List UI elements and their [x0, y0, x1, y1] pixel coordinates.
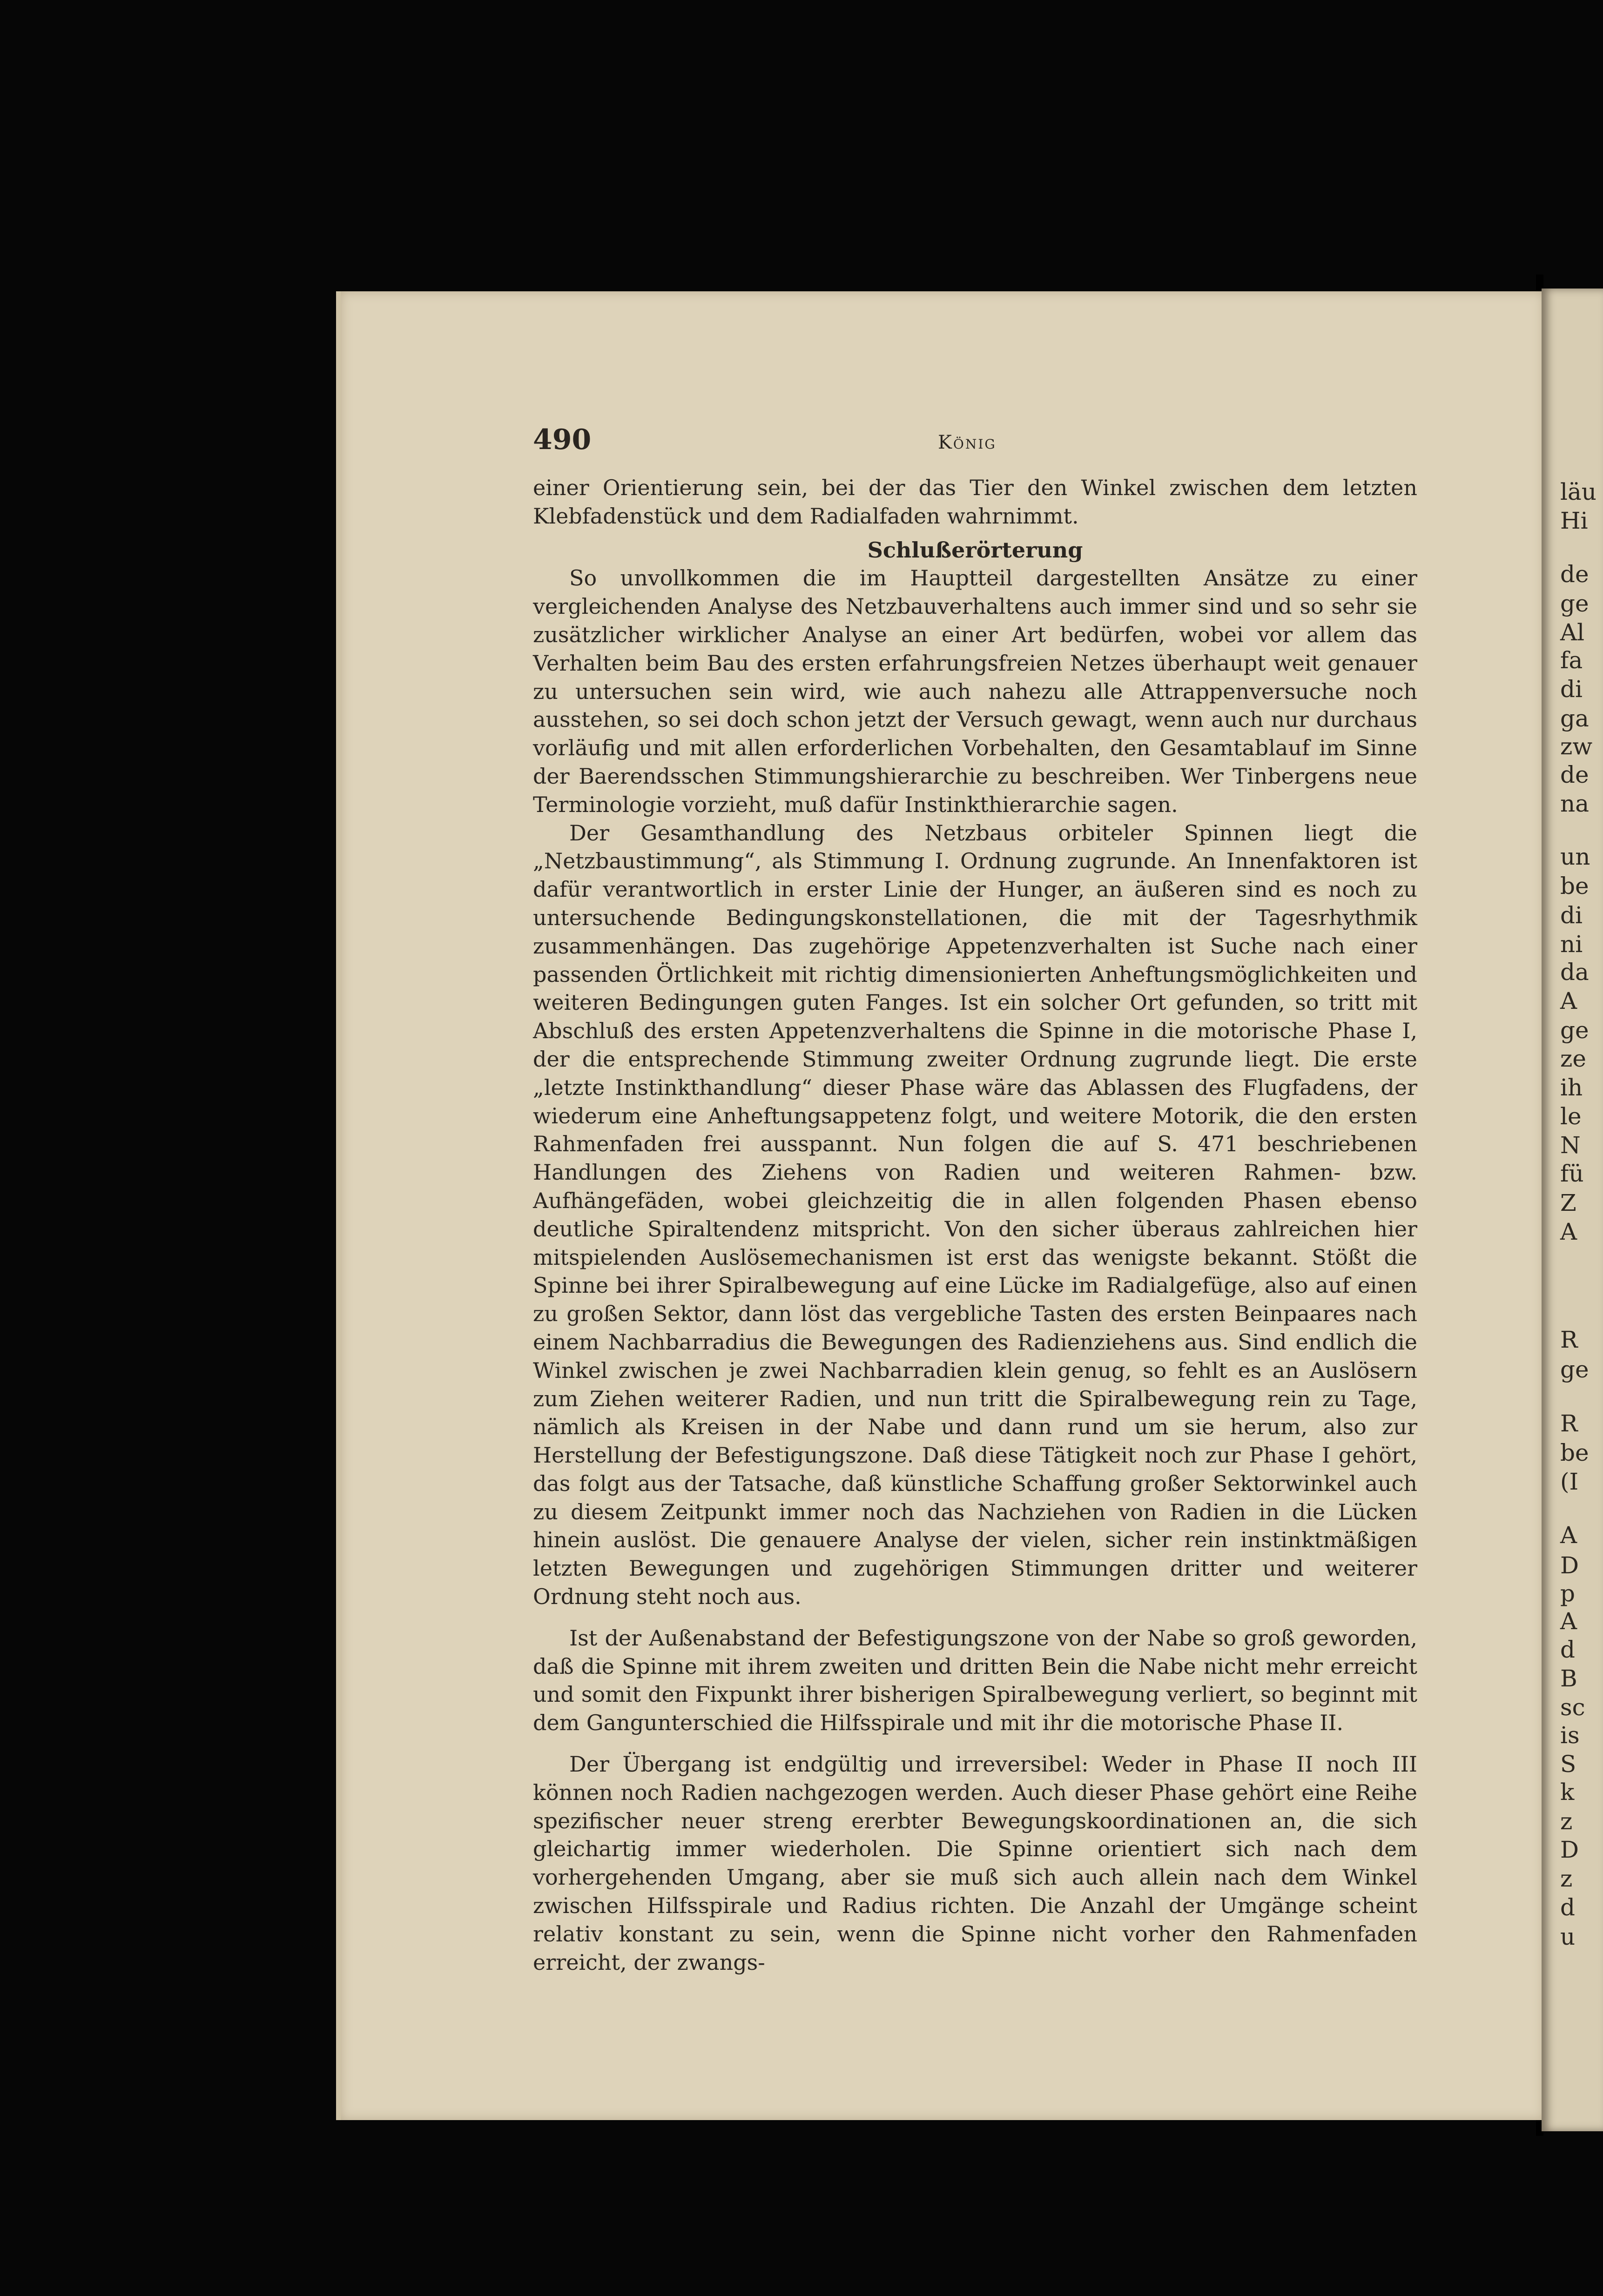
paragraph: So unvollkommen die im Hauptteil dargestellten Ansätze zu einer vergleichenden Analyse des Netzbauverhaltens auch immer sind und so sehr sie zusätzlicher wirklicher Analyse an einer Art bedürfen, wobei vor allem das Verhalten beim Bau des ersten erfahrungsfreien Netzes überhaupt weit genauer zu untersuchen sein wird, wie auch nahezu alle Attrappenversuche noch ausstehen, so sei doch schon jetzt der Versuch gewagt, wenn auch nur durchaus vorläufig und mit allen erforderlichen Vorbehalten, den Gesamtablauf im Sinne der Baerendsschen Stimmungshierarchie zu beschreiben. Wer Tinbergens neue Terminologie vorzieht, muß dafür Instinkthierarchie sagen. [533, 565, 1417, 817]
facing-page-line: di [1560, 902, 1583, 929]
facing-page-line: A [1560, 1608, 1577, 1635]
facing-page-line: de [1560, 561, 1589, 588]
paragraph: Der Übergang ist endgültig und irreversibel: Weder in Phase II noch III können noch Radien nachgezogen werden. Auch dieser Phase gehört eine Reihe spezifischer neuer streng ererbter Bewegungskoordinationen an, die sich gleichartig immer wiederholen. Die Spinne orientiert sich nach dem vorhergehenden Umgang, aber sie muß sich auch allein nach dem Winkel zwischen Hilfsspirale und Radius richten. Die Anzahl der Umgänge scheint relativ konstant zu sein, wenn die Spinne nicht vorher den Rahmenfaden erreicht, der zwangs- [533, 1752, 1417, 1975]
facing-page-line: p [1560, 1580, 1576, 1607]
facing-page-line: k [1560, 1779, 1575, 1806]
facing-page-line: Z [1560, 1189, 1576, 1216]
paragraph: Ist der Außenabstand der Befestigungszone von der Nabe so groß geworden, daß die Spinne mit ihrem zweiten und dritten Bein die Nabe nicht mehr erreicht und somit den Fixpunkt ihrer bisherigen Spiralbewegung verliert, so beginnt mit dem Gangunterschied die Hilfsspirale und mit ihr die motorische Phase II. [533, 1625, 1417, 1736]
facing-page-line: le [1560, 1103, 1582, 1130]
facing-page-line: R [1560, 1326, 1578, 1353]
facing-page-line: na [1560, 790, 1590, 817]
facing-page-line: z [1560, 1808, 1573, 1835]
facing-page-fragment [1542, 289, 1603, 2131]
facing-page-line: u [1560, 1923, 1576, 1950]
facing-page-line: läu [1560, 478, 1597, 505]
page-number: 490 [533, 423, 592, 456]
facing-page-line: Al [1560, 619, 1585, 646]
facing-page-line: be [1560, 1439, 1589, 1466]
facing-page-line: d [1560, 1636, 1576, 1663]
paragraph: Der Gesamthandlung des Netzbaus orbiteler Spinnen liegt die „Netzbaustimmung“, als Stimmung I. Ordnung zugrunde. An Innenfaktoren ist dafür verantwortlich in erster Linie der Hunger, an äußeren sind es noch zu untersuchende Bedingungskonstellationen, die mit der Tagesrhythmik zusammenhängen. Das zugehörige Appetenzverhalten ist Suche nach einer passenden Örtlichkeit mit richtig dimensionierten Anheftungsmöglichkeiten und weiteren Bedingungen guten Fanges. Ist ein solcher Ort gefunden, so tritt mit Abschluß des ersten Appetenzverhaltens die Spinne in die motorische Phase I, der die entsprechende Stimmung zweiter Ordnung zugrunde liegt. Die erste „letzte Instinkthandlung“ dieser Phase wäre das Ablassen des Flugfadens, der wiederum eine Anheftungsappetenz folgt, und weitere Motorik, die den ersten Rahmenfaden frei ausspannt. Nun folgen die auf S. 471 beschriebenen Handlungen des Ziehens von Radien und weiteren Rahmen- bzw. Aufhängefäden, wobei gleichzeitig die in allen folgenden Phasen ebenso deutliche Spiraltendenz mitspricht. Von den sicher überaus zahlreichen hier mitspielenden Auslösemechanismen ist erst das wenigste bekannt. Stößt die Spinne bei ihrer Spiralbewegung auf eine Lücke im Radialgefüge, also auf einen zu großen Sektor, dann löst das vergebliche Tasten des ersten Beinpaares nach einem Nachbarradius die Bewegungen des Radienziehens aus. Sind endlich die Winkel zwischen je zwei Nachbarradien klein genug, so fehlt es an Auslösern zum Ziehen weiterer Radien, und nun tritt die Spiralbewegung rein zu Tage, nämlich als Kreisen in der Nabe und dann rund um sie herum, also zur Herstellung der Befestigungszone. Daß diese Tätigkeit noch zur Phase I gehört, das folgt aus der Tatsache, daß künstliche Schaffung großer Sektorwinkel auch zu diesem Zeitpunkt immer noch das Nachziehen von Radien in die Lücken hinein auslöst. Die genauere Analyse der vielen, sicher rein instinktmäßigen letzten Bewegungen und zugehörigen Stimmungen dritter und weiterer Ordnung steht noch aus. [533, 820, 1417, 1610]
facing-page-line: D [1560, 1552, 1579, 1579]
facing-page-line: ge [1560, 1356, 1589, 1383]
facing-page-line: A [1560, 987, 1577, 1014]
facing-page-line: sc [1560, 1694, 1585, 1721]
section-heading: Schlußerörterung [867, 537, 1083, 563]
facing-page-line: ge [1560, 1017, 1589, 1044]
facing-page-line: S [1560, 1751, 1576, 1778]
facing-page-line: ge [1560, 590, 1589, 617]
facing-page-line: A [1560, 1218, 1577, 1245]
facing-page-line: z [1560, 1865, 1573, 1892]
facing-page-line: is [1560, 1722, 1580, 1749]
facing-page-line: be [1560, 873, 1589, 900]
facing-page-line: N [1560, 1132, 1581, 1159]
facing-page-line: d [1560, 1894, 1576, 1921]
facing-page-line: zw [1560, 733, 1593, 760]
facing-page-line: fü [1560, 1160, 1584, 1187]
facing-page-line: fa [1560, 647, 1583, 674]
facing-page-line: de [1560, 761, 1589, 788]
paragraph: einer Orientierung sein, bei der das Tier den Winkel zwischen dem letzten Klebfadenstück und dem Radialfaden wahrnimmt. [533, 475, 1417, 529]
facing-page-line: B [1560, 1665, 1577, 1692]
facing-page-line: Hi [1560, 507, 1588, 534]
facing-page-line: di [1560, 676, 1583, 703]
facing-page-line: R [1560, 1410, 1578, 1437]
facing-page-line: ga [1560, 705, 1589, 732]
facing-page-line: D [1560, 1836, 1579, 1863]
facing-page-line: da [1560, 959, 1589, 986]
facing-page-line: (I [1560, 1468, 1579, 1495]
facing-page-line: ze [1560, 1045, 1586, 1072]
running-title: König [938, 432, 997, 453]
body-text [533, 474, 1417, 1976]
facing-page-line: A [1560, 1522, 1577, 1549]
facing-page-line: ni [1560, 931, 1583, 958]
facing-page-line: ih [1560, 1074, 1583, 1101]
facing-page-line: un [1560, 843, 1590, 870]
page-header [533, 423, 1417, 461]
